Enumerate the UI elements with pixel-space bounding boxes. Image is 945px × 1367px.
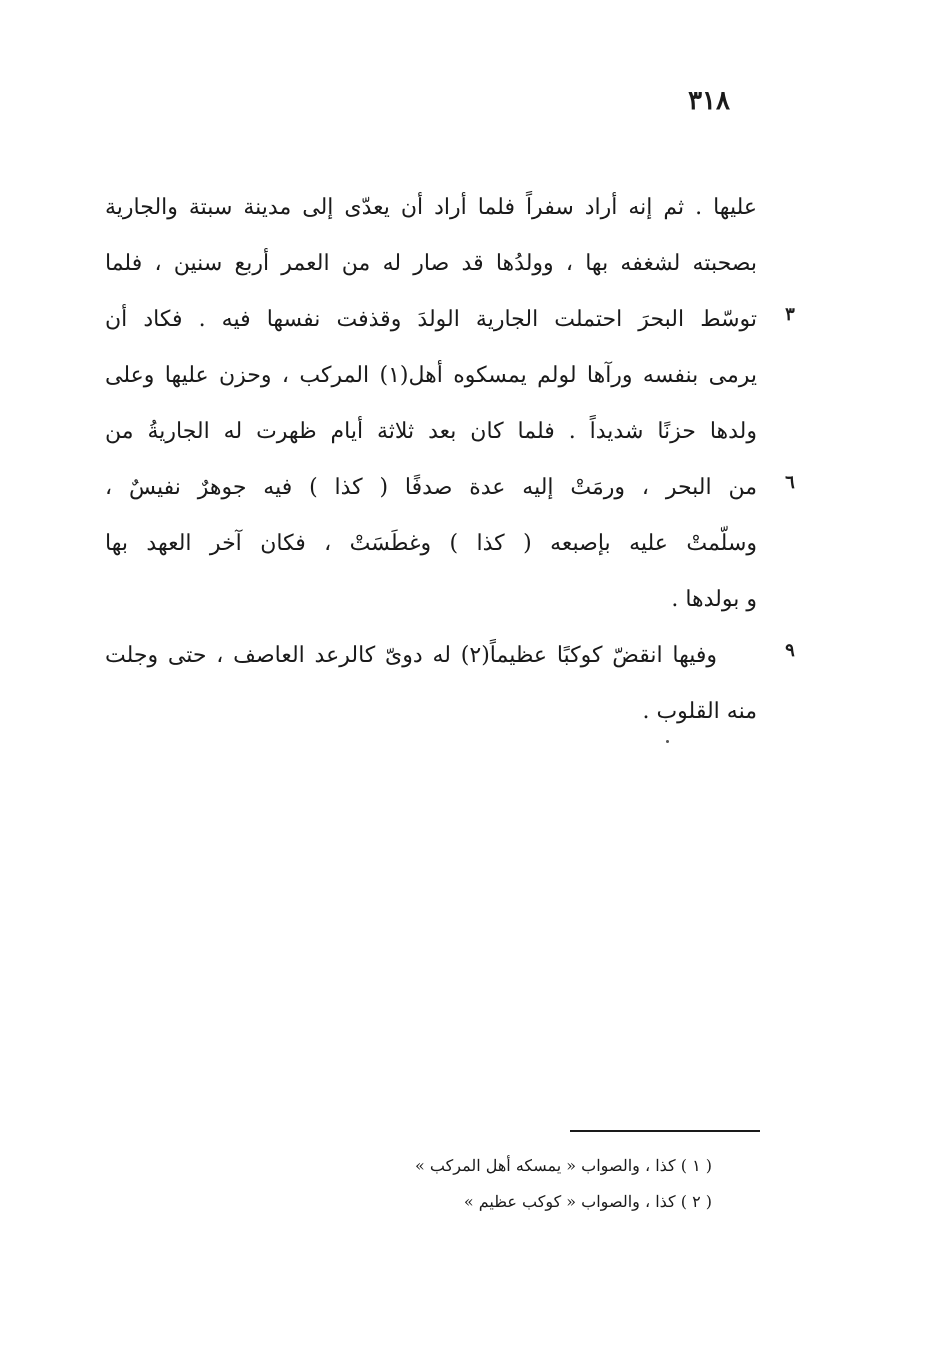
speck-mark — [666, 740, 669, 743]
text-line: و بولدها . — [671, 587, 757, 612]
text-line: توسّط البحرَ احتملت الجارية الولدَ وقذفت نفسها فيه . فكاد أن — [105, 307, 757, 332]
text-line: بصحبته لشغفه بها ، وولدُها قد صار له من العمر أربع سنين ، فلما — [105, 251, 757, 276]
body-text — [105, 180, 757, 740]
footnote-rule — [570, 1130, 760, 1132]
text-line: منه القلوب . — [642, 699, 757, 724]
text-line: ولدها حزنًا شديداً . فلما كان بعد ثلاثة أيام ظهرت له الجاريةُ من — [105, 419, 757, 444]
line-number: ٩ — [785, 640, 795, 661]
text-line: عليها . ثم إنه أراد سفراً فلما أراد أن يعدّى إلى مدينة سبتة والجارية — [105, 195, 757, 220]
footnote: ( ٢ ) كذا ، والصواب « كوكب عظيم » — [463, 1192, 712, 1211]
page-number: ٣١٨ — [688, 86, 730, 116]
text-line: يرمى بنفسه ورآها لولم يمسكوه أهل(١) المركب ، وحزن عليها وعلى — [105, 363, 757, 388]
line-number: ٣ — [785, 304, 795, 325]
text-line: من البحر ، ورمَتْ إليه عدة صدفًا ( كذا ) فيه جوهرٌ نفيسٌ ، — [105, 475, 757, 500]
text-line: وسلّمتْ عليه بإصبعه ( كذا ) وغطَسَتْ ، فكان آخر العهد بها — [105, 531, 757, 556]
text-line: وفيها انقضّ كوكبًا عظيماً(٢) له دوىّ كالرعد العاصف ، حتى وجلت — [105, 643, 718, 668]
footnotes — [300, 1148, 712, 1220]
line-number: ٦ — [785, 472, 795, 493]
footnote: ( ١ ) كذا ، والصواب « يمسكه أهل المركب » — [415, 1156, 712, 1175]
